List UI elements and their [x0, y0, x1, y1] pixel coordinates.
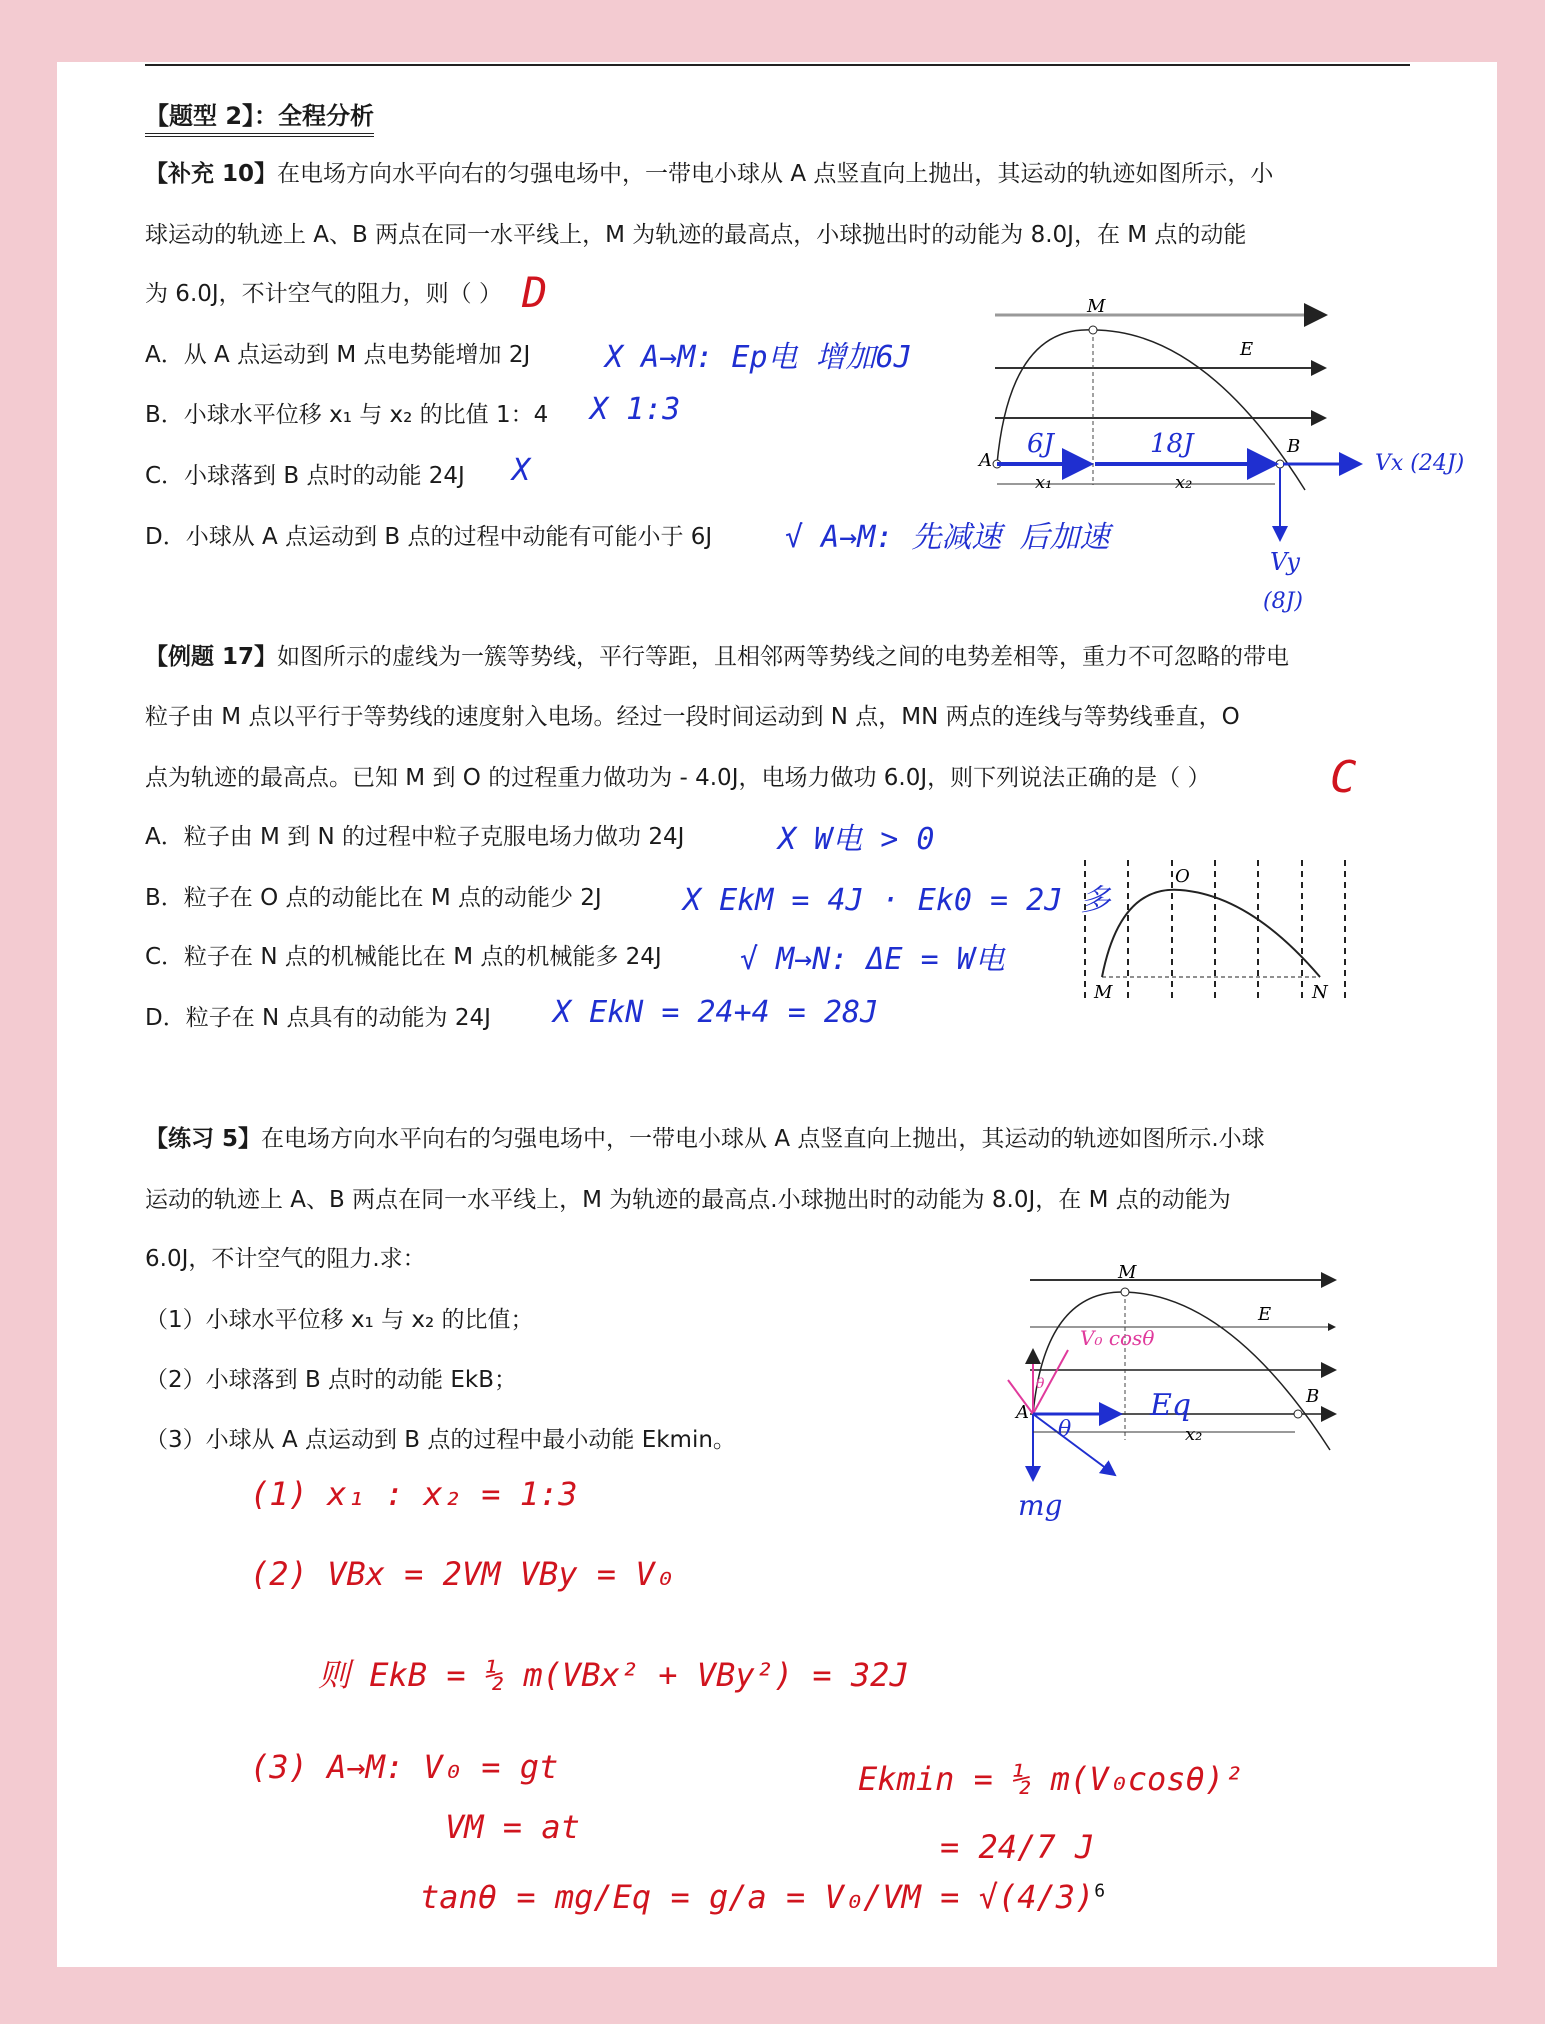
q2-note-a: X W电 > 0: [778, 822, 935, 857]
point-m: [1089, 326, 1097, 334]
q3-trajectory-diagram: [1000, 1262, 1360, 1540]
solution-3d: Ekmin = ½ m(V₀cosθ)²: [858, 1760, 1244, 1798]
q2-option-c: C．粒子在 N 点的机械能比在 M 点的机械能多 24J: [145, 944, 662, 970]
label-m: M: [1118, 1262, 1137, 1283]
label-v0cos: V₀ cosθ: [1080, 1326, 1155, 1350]
q2-option-a: A．粒子由 M 到 N 的过程中粒子克服电场力做功 24J: [145, 824, 685, 850]
solution-2b: 则 EkB = ½ m(VBx² + VBy²) = 32J: [318, 1656, 909, 1694]
label-m: M: [1094, 982, 1113, 1003]
q2-note-c: √ M→N: ΔE = W电: [740, 942, 1005, 977]
label-n: N: [1312, 982, 1328, 1003]
q1-option-d: D．小球从 A 点运动到 B 点的过程中动能有可能小于 6J: [145, 524, 713, 550]
q3-part-2: （2）小球落到 B 点时的动能 EkB；: [145, 1367, 517, 1393]
q1-label: 【补充 10】: [145, 161, 278, 187]
label-x1: x₁: [1035, 472, 1053, 493]
q2-answer: C: [1330, 752, 1357, 803]
label-e: E: [1258, 1304, 1272, 1325]
label-theta-top: θ: [1036, 1376, 1045, 1392]
q1-text: 在电场方向水平向右的匀强电场中，一带电小球从 A 点竖直向上抛出，其运动的轨迹如图所示，小: [277, 161, 1274, 187]
resultant-arrow: [1033, 1414, 1115, 1475]
label-6j: 6J: [1027, 429, 1054, 459]
label-o: O: [1175, 866, 1190, 887]
q1-option-a: A．从 A 点运动到 M 点电势能增加 2J: [145, 342, 531, 368]
top-rule: [145, 64, 1410, 66]
tan-theta-equation: tanθ = mg/Eq = g/a = V₀/VM = √(4/3): [420, 1878, 1095, 1916]
q2-note-d: X EkN = 24+4 = 28J: [553, 995, 879, 1030]
q1-option-b: B．小球水平位移 x₁ 与 x₂ 的比值 1：4: [145, 402, 549, 428]
q1-note-b: X 1:3: [590, 392, 681, 427]
label-b: B: [1287, 436, 1301, 457]
q2-line-3: 点为轨迹的最高点。已知 M 到 O 的过程重力做功为 - 4.0J，电场力做功 6.0J，则下列说法正确的是（ ）: [145, 765, 1211, 791]
q2-option-d: D．粒子在 N 点具有的动能为 24J: [145, 1005, 491, 1031]
stray-mark: 6: [1094, 1880, 1106, 1902]
label-vy: Vy: [1270, 548, 1300, 576]
solution-3a: (3) A→M: V₀ = gt: [250, 1748, 559, 1786]
label-theta-bottom: θ: [1058, 1417, 1072, 1442]
label-x2: x₂: [1175, 472, 1193, 493]
label-vy-value: (8J): [1263, 589, 1303, 614]
label-a: A: [1016, 1402, 1029, 1423]
q3-label: 【练习 5】: [145, 1126, 262, 1152]
q2-label: 【例题 17】: [145, 644, 278, 670]
q3-line-1: [145, 1124, 1265, 1154]
q3-line-2: 运动的轨迹上 A、B 两点在同一水平线上，M 为轨迹的最高点.小球抛出时的动能为 8.0J，在 M 点的动能为: [145, 1187, 1231, 1213]
trajectory-curve: [1102, 890, 1320, 977]
label-vx: Vx (24J): [1375, 451, 1465, 476]
equipotential-lines: [1085, 860, 1345, 1000]
solution-3e: = 24/7 J: [940, 1828, 1095, 1866]
q2-line-1: [145, 642, 1289, 672]
q1-trajectory-diagram: [975, 296, 1465, 620]
point-m: [1121, 1288, 1129, 1296]
q1-answer: D: [522, 268, 548, 317]
solution-1: (1) x₁ : x₂ = 1:3: [250, 1475, 578, 1513]
section-title: 【题型 2】：全程分析: [145, 96, 374, 137]
label-18j: 18J: [1150, 429, 1194, 459]
label-e: E: [1240, 339, 1254, 360]
solution-3b: VM = at: [445, 1808, 580, 1846]
q3-part-3: （3）小球从 A 点运动到 B 点的过程中最小动能 Ekmin。: [145, 1427, 736, 1453]
q3-text: 在电场方向水平向右的匀强电场中，一带电小球从 A 点竖直向上抛出，其运动的轨迹如图所示.小球: [261, 1126, 1265, 1152]
q2-equipotential-diagram: [1080, 860, 1360, 1005]
solution-3c: [420, 1878, 1105, 1916]
label-m: M: [1087, 296, 1106, 317]
q1-option-c: C．小球落到 B 点时的动能 24J: [145, 463, 465, 489]
q3-part-1: （1）小球水平位移 x₁ 与 x₂ 的比值；: [145, 1307, 534, 1333]
q1-note-a: X A→M: Ep电 增加6J: [605, 340, 912, 375]
point-b: [1276, 460, 1284, 468]
label-mg: mg: [1018, 1489, 1063, 1522]
q2-option-b: B．粒子在 O 点的动能比在 M 点的动能少 2J: [145, 885, 602, 911]
point-b: [1294, 1410, 1302, 1418]
q1-line-1: [145, 159, 1273, 189]
q2-note-b: X EkM = 4J · Ek0 = 2J 多: [683, 883, 1111, 918]
label-b: B: [1306, 1386, 1320, 1407]
solution-2a: (2) VBx = 2VM VBy = V₀: [250, 1555, 674, 1593]
label-x2: x₂: [1185, 1424, 1203, 1445]
q3-line-3: 6.0J，不计空气的阻力.求：: [145, 1246, 426, 1272]
q2-text: 如图所示的虚线为一簇等势线，平行等距，且相邻两等势线之间的电势差相等，重力不可忽略的带电: [277, 644, 1290, 670]
q2-line-2: 粒子由 M 点以平行于等势线的速度射入电场。经过一段时间运动到 N 点，MN 两点的连线与等势线垂直，O: [145, 704, 1240, 730]
q1-note-c: X: [512, 453, 531, 488]
label-eq: Eq: [1150, 1388, 1192, 1423]
q1-line-2: 球运动的轨迹上 A、B 两点在同一水平线上，M 为轨迹的最高点，小球抛出时的动能为 8.0J，在 M 点的动能: [145, 222, 1247, 248]
q1-note-d: √ A→M: 先减速 后加速: [785, 520, 1110, 555]
q1-line-3: 为 6.0J，不计空气的阻力，则（ ）: [145, 281, 502, 307]
label-a: A: [979, 450, 992, 471]
